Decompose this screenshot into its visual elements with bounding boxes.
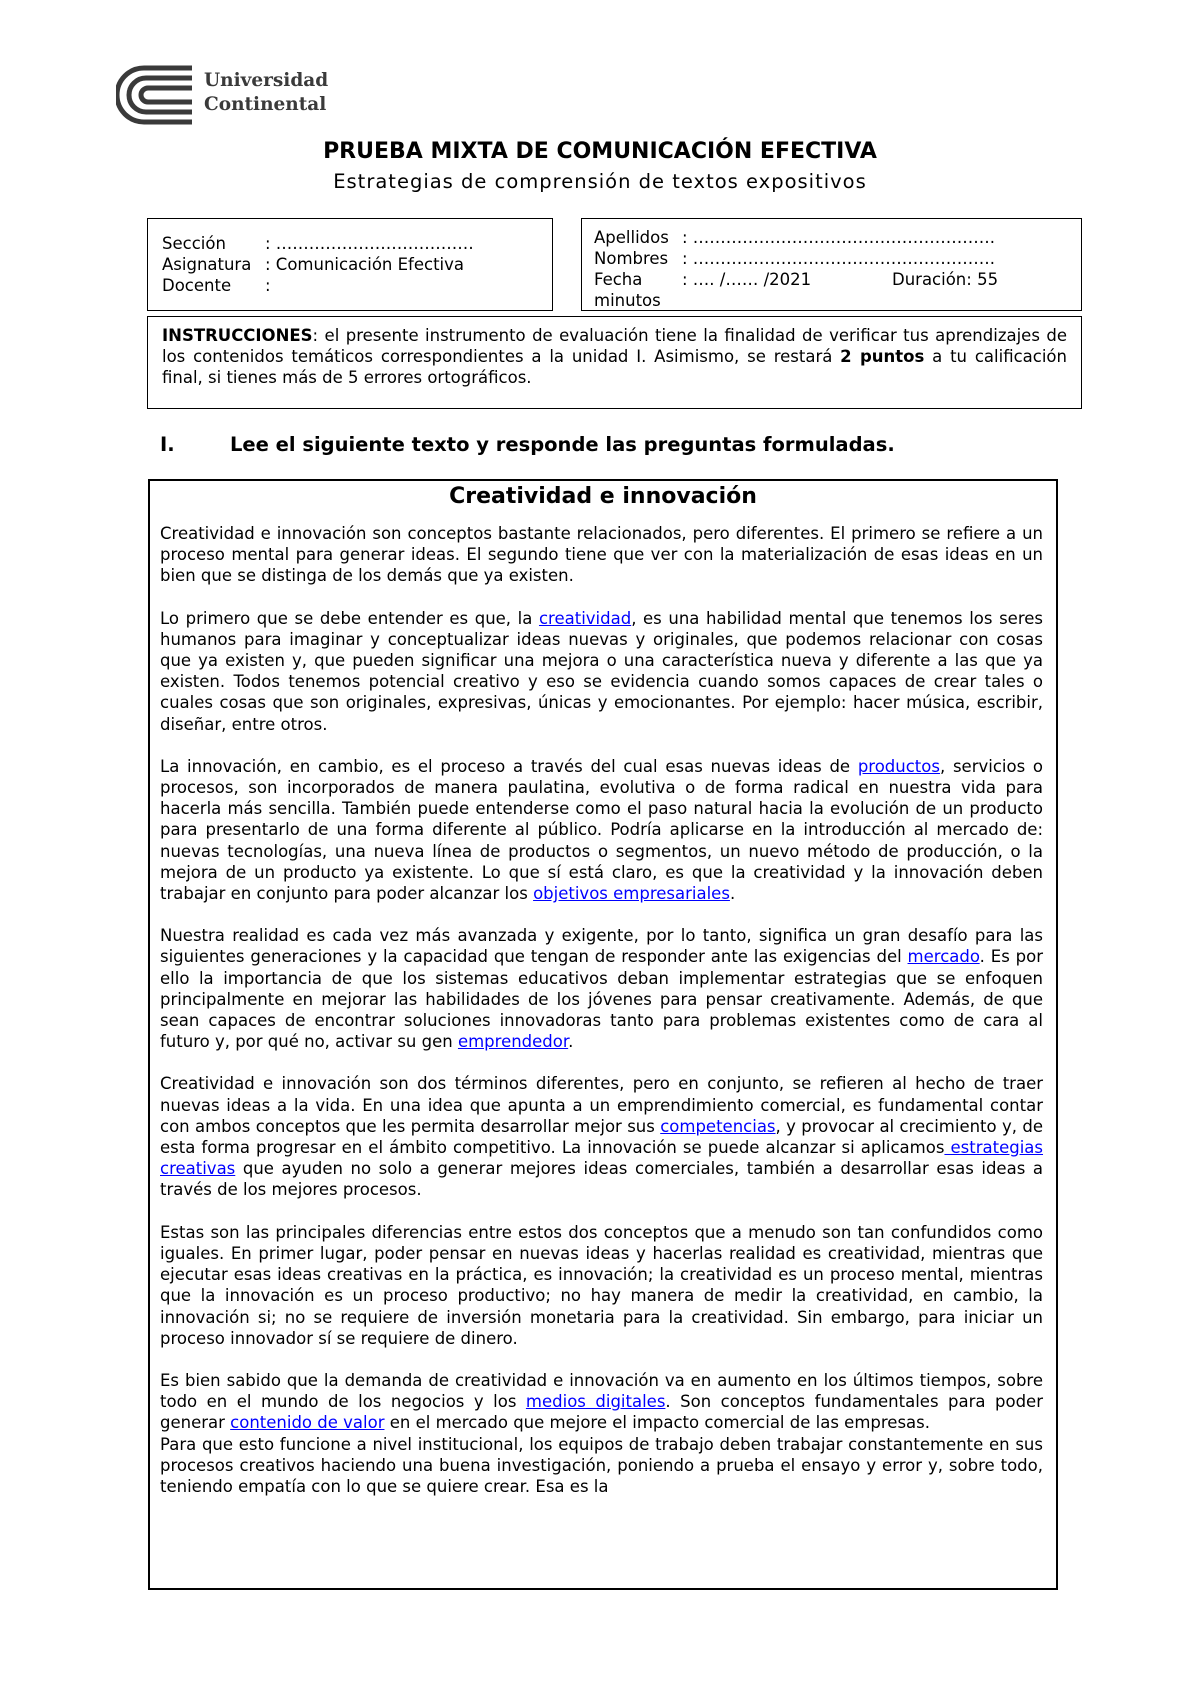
- apellidos-value[interactable]: : ……………………………………………….: [682, 228, 996, 247]
- logo-line-1: Universidad: [204, 70, 329, 91]
- paragraph-4: Nuestra realidad es cada vez más avanzada y exigente, por lo tanto, significa un gran desafío para las siguientes generaciones y la capacidad que tengan de responder ante las exigencias del mercado. Es por ello la importancia de que los sistemas educativos deban implementar estrategias que se enfoquen principalmente en mejorar las habilidades de los jóvenes para pensar creativamente. Además, de que sean capaces de encontrar soluciones innovadoras tanto para problemas existentes como de cara al futuro y, por qué no, activar su gen emprendedor.: [160, 926, 1044, 1052]
- reading-title: Creatividad e innovación: [449, 484, 757, 509]
- asignatura-label: Asignatura: [162, 255, 252, 274]
- instructions-label: INSTRUCCIONES: [162, 326, 313, 345]
- docente-row: [162, 275, 552, 296]
- nombres-value[interactable]: : ……………………………………………….: [682, 249, 996, 268]
- paragraph-3: La innovación, en cambio, es el proceso a través del cual esas nuevas ideas de productos, servicios o procesos, son incorporados de manera paulatina, evolutiva o de forma radical en nuestra vida para hacerla más sencilla. También puede entenderse como el paso natural hacia la evolución de un producto para presentarlo de una forma diferente al público. Podría aplicarse en la introducción al mercado de: nuevas tecnologías, una nueva línea de productos o segmentos, un nuevo método de producción, o la mejora de un producto ya existente. Lo que sí está claro, es que la creatividad y la innovación deben trabajar en conjunto para poder alcanzar los objetivos empresariales.: [160, 756, 1043, 904]
- docente-value[interactable]: :: [265, 276, 271, 295]
- paragraph-7: Es bien sabido que la demanda de creatividad e innovación va en aumento en los últimos tiempos, sobre todo en el mundo de los negocios y los medios digitales. Son conceptos fundamentales para poder generar contenido de valor en el mercado que mejore el impacto comercial de las empresas.: [160, 1370, 1043, 1433]
- apellidos-label: Apellidos: [594, 228, 669, 247]
- seccion-value[interactable]: : ………………………………: [265, 234, 474, 253]
- asignatura-row: [162, 254, 552, 275]
- seccion-label: Sección: [162, 234, 226, 253]
- paragraph-1: Creatividad e innovación son conceptos bastante relacionados, pero diferentes. El primero se refiere a un proceso mental para generar ideas. El segundo tiene que ver con la materialización de esas ideas en un bien que se distinga de los demás que ya existen.: [160, 524, 1043, 586]
- reading-body: [150, 523, 1056, 1497]
- paragraph-2: Lo primero que se debe entender es que, la creatividad, es una habilidad mental que tenemos los seres humanos para imaginar y conceptualizar ideas nuevas y originales, que podemos relacionar con cosas que ya existen y, que pueden significar una mejora o una característica nueva y diferente a las que ya existen. Todos tenemos potencial creativo y eso se evidencia cuando somos capaces de crear tales o cuales cosas que son originales, expresivas, únicas y emocionantes. Por ejemplo: hacer música, escribir, diseñar, entre otros.: [160, 608, 1044, 734]
- reading-text-box: [148, 479, 1058, 1590]
- link-productos[interactable]: productos: [857, 756, 940, 776]
- link-mercado[interactable]: mercado: [907, 947, 980, 967]
- logo-line-2: Continental: [204, 94, 327, 115]
- apellidos-row: [594, 227, 1081, 248]
- nombres-row: [594, 248, 1081, 269]
- paragraph-6: Estas son las principales diferencias entre estos dos conceptos que a menudo son tan confundidos como iguales. En primer lugar, poder pensar en nuevas ideas y hacerlas realidad es creatividad, mientras que ejecutar esas ideas creativas en la práctica, es innovación; la creatividad es un proceso mental, mientras que la innovación es un proceso productivo; no hay manera de medir la creatividad, en cambio, la innovación si; no se requiere de inversión monetaria para la creatividad. Sin embargo, para iniciar un proceso innovador sí se requiere de dinero.: [160, 1222, 1043, 1348]
- asignatura-value: : Comunicación Efectiva: [265, 255, 465, 274]
- link-emprendedor[interactable]: emprendedor: [457, 1032, 569, 1052]
- course-info-box: [147, 218, 553, 311]
- fecha-label: Fecha: [594, 270, 643, 289]
- section-number: I.: [160, 433, 175, 456]
- logo-emblem-icon: [116, 64, 196, 126]
- instructions-box: [147, 316, 1082, 409]
- section-title: Lee el siguiente texto y responde las preguntas formuladas.: [230, 433, 895, 456]
- link-medios-digitales[interactable]: medios digitales: [525, 1392, 666, 1412]
- instructions-penalty: 2 puntos: [840, 347, 925, 366]
- duracion-overflow: minutos: [594, 291, 661, 310]
- instructions-text-end: a tu calificación final, si tienes más de 5 errores ortográficos.: [162, 347, 1067, 387]
- page-title: PRUEBA MIXTA DE COMUNICACIÓN EFECTIVA: [323, 139, 877, 164]
- link-competencias[interactable]: competencias: [660, 1116, 776, 1136]
- page-subtitle: Estrategias de comprensión de textos expositivos: [333, 170, 867, 193]
- duracion-text: Duración: 55: [892, 270, 999, 289]
- link-creatividad[interactable]: creatividad: [538, 608, 632, 628]
- fecha-value[interactable]: : …. /…… /2021: [682, 270, 812, 289]
- link-estrategias-creativas[interactable]: estrategias creativas: [160, 1138, 1043, 1179]
- docente-label: Docente: [162, 276, 232, 295]
- fecha-row: [594, 269, 1081, 290]
- link-contenido-de-valor[interactable]: contenido de valor: [230, 1413, 385, 1433]
- link-objetivos-empresariales[interactable]: objetivos empresariales: [533, 884, 730, 904]
- nombres-label: Nombres: [594, 249, 669, 268]
- instructions-text: : el presente instrumento de evaluación tiene la finalidad de verificar tus aprendizajes de los contenidos temáticos correspondientes a la unidad I. Asimismo, se restará: [162, 326, 1067, 366]
- paragraph-8: Para que esto funcione a nivel institucional, los equipos de trabajo deben trabajar constantemente en sus procesos creativos haciendo una buena investigación, poniendo a prueba el ensayo y error y, sobre todo, teniendo empatía con lo que se quiere crear. Esa es la: [160, 1434, 1043, 1496]
- paragraph-5: Creatividad e innovación son dos términos diferentes, pero en conjunto, se refieren al hecho de traer nuevas ideas a la vida. En una idea que apunta a un emprendimiento comercial, es fundamental contar con ambos conceptos que les permita desarrollar mejor sus competencias, y provocar al crecimiento y, de esta forma progresar en el ámbito competitivo. La innovación se puede alcanzar si aplicamos estrategias creativas que ayuden no solo a generar mejores ideas comerciales, también a desarrollar esas ideas a través de los mejores procesos.: [160, 1074, 1043, 1200]
- seccion-row: [162, 233, 552, 254]
- student-info-box: [581, 218, 1082, 311]
- logo-text: [204, 69, 328, 117]
- university-logo: [116, 64, 329, 126]
